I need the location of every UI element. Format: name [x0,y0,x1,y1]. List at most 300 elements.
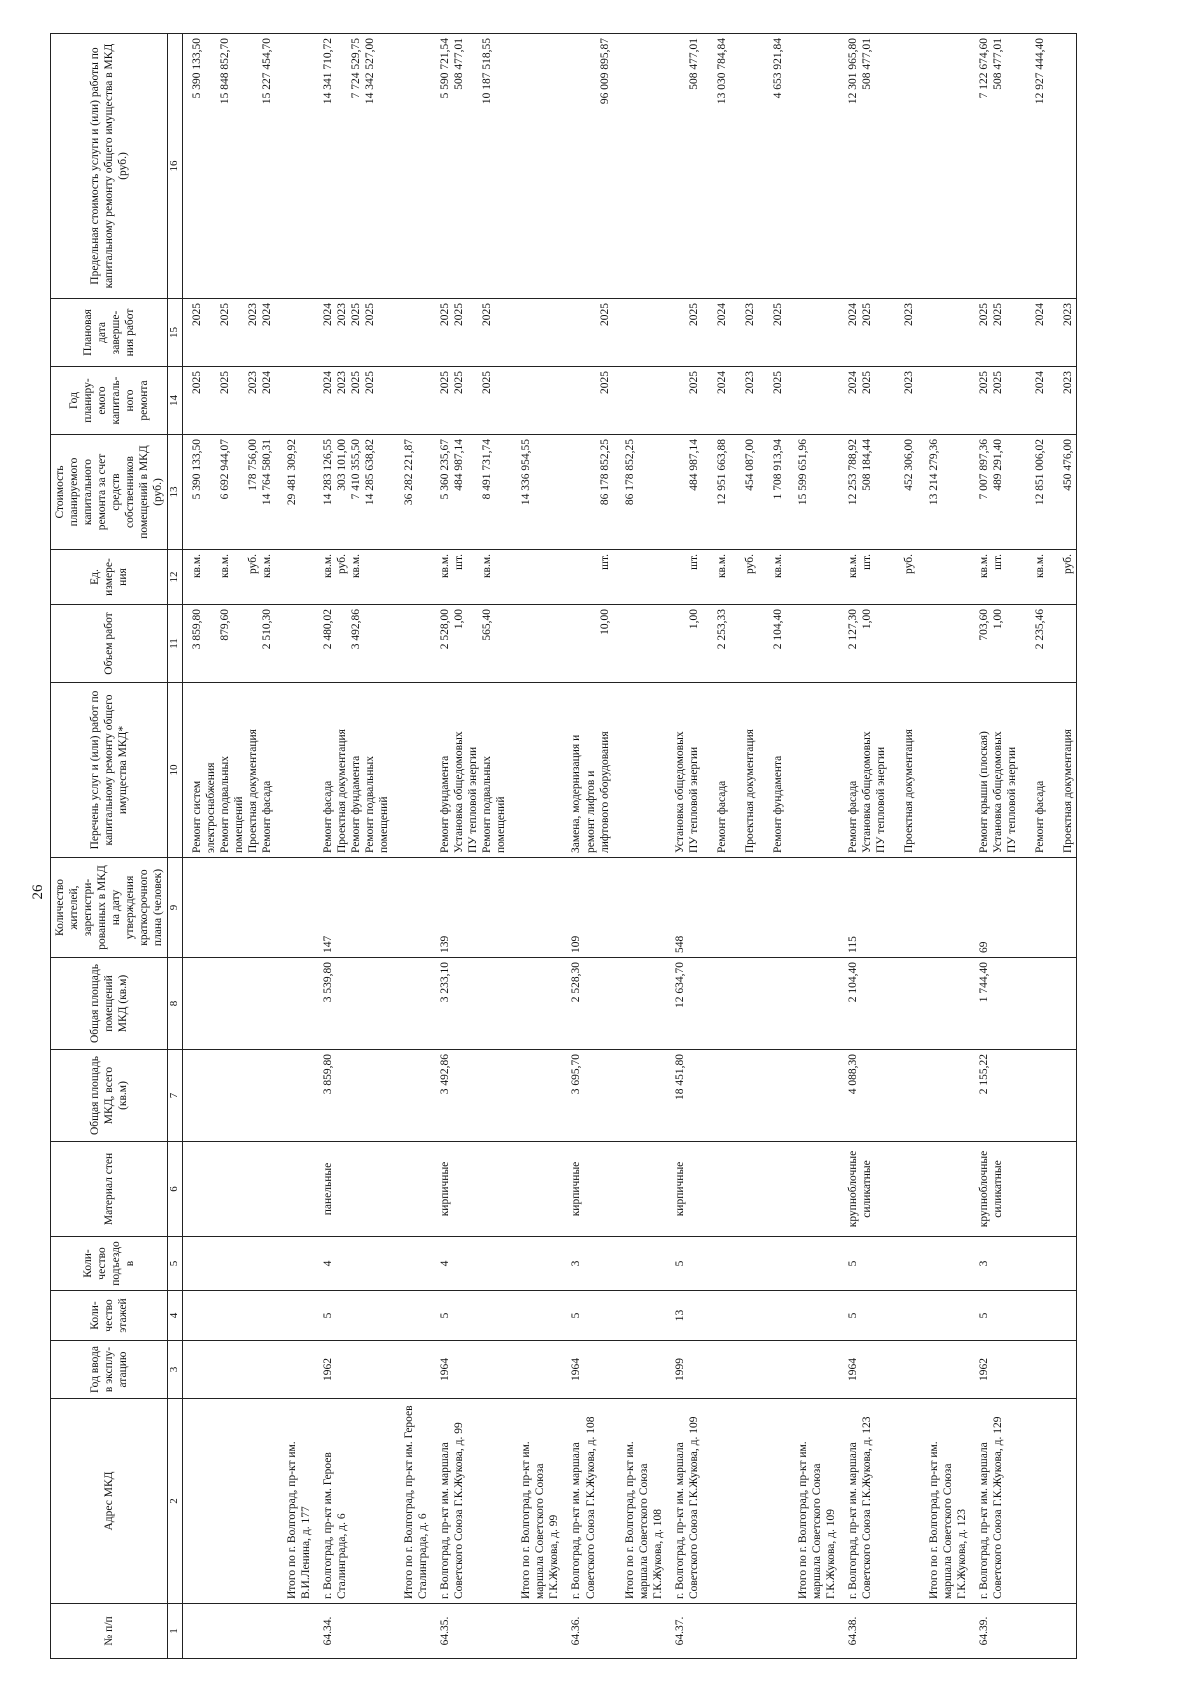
work-volume [701,609,715,678]
planned-year [1019,371,1033,430]
planned-year [673,371,687,430]
unit: кв.м. [191,554,204,579]
completion-year [569,303,583,362]
address-cell: Итого по г. Волгоград, пр-кт им. Героев Сталинграда, д. 6 [392,1399,431,1604]
limit-cost [335,38,349,294]
work-item: Проектная документация [336,729,349,853]
unit: кв.м. [322,554,335,579]
unit [874,554,888,600]
col-number: 12 [168,550,183,605]
work-volume [1061,609,1075,678]
col-number: 11 [168,605,183,683]
planned-year: 2024 [1033,371,1046,394]
unit [1019,554,1033,600]
work-item: ремонт лифтов и [584,770,597,853]
work-item: Проектная документация [1061,729,1074,853]
cost [757,439,771,545]
unit: кв.м. [350,554,363,579]
work-item [701,687,715,853]
table-row [839,34,917,1659]
cost-cell [970,435,1077,550]
completion-year: 2025 [453,303,466,326]
cost: 86 178 852,25 [598,439,611,506]
col-number: 9 [168,858,183,958]
col-header: Материал стен [51,1142,168,1237]
table-row [314,34,392,1659]
unit [584,554,598,600]
repair-plan-table [50,33,1077,1659]
work-item-cell [613,683,666,858]
planned-year: 2023 [902,371,915,394]
floors-cell: 5 [314,1291,392,1341]
planned-year: 2024 [715,371,728,394]
work-volume [729,609,743,678]
work-volume-cell [275,605,314,683]
unit-cell [392,550,431,605]
year-built-cell [392,1341,431,1399]
planned-year: 2023 [336,371,349,394]
work-item-cell [917,683,970,858]
work-volume [796,609,810,678]
total-row [275,34,314,1659]
limit-cost [701,38,715,294]
work-item-cell [970,683,1077,858]
residents-cell [183,858,276,958]
row-number-cell: 64.39. [970,1604,1077,1659]
completion-year-cell [509,299,562,367]
unit: шт. [860,554,873,570]
unit: кв.м. [481,554,494,579]
total-area-cell: 4 088,30 [839,1050,917,1142]
work-item: Ремонт фундамента [439,755,452,853]
planned-year: 2024 [261,371,274,394]
floors-cell: 5 [431,1291,509,1341]
completion-year: 2025 [439,303,452,326]
page-number: 26 [30,884,46,900]
planned-year [494,371,508,430]
row-number-cell [613,1604,666,1659]
wall-material-cell [917,1142,970,1237]
limit-cost: 4 653 921,84 [771,38,784,99]
address-cell: г. Волгоград, пр-кт им. маршала Советского Союза Г.К.Жукова, д. 109 [666,1399,786,1604]
work-volume [363,609,377,678]
limit-cost: 15 227 454,70 [261,38,274,105]
cost-cell [786,435,839,550]
work-item: ПУ тепловой энергии [467,746,480,853]
address-cell: Итого по г. Волгоград, пр-кт им. В.И.Ленина, д. 177 [275,1399,314,1604]
limit-cost: 14 341 710,72 [322,38,335,105]
unit: руб. [902,554,915,574]
work-volume [1005,609,1019,678]
year-built-cell: 1964 [562,1341,612,1399]
floors-cell: 13 [666,1291,786,1341]
completion-year: 2025 [771,303,784,326]
cost-cell [509,435,562,550]
column-number-row [168,34,183,1659]
completion-year [623,303,637,362]
unit-cell [431,550,509,605]
floors-cell: 5 [970,1291,1077,1341]
completion-year [673,303,687,362]
completion-year [285,303,299,362]
completion-year [874,303,888,362]
planned-year [402,371,416,430]
cost: 5 390 133,50 [191,439,204,500]
work-volume [335,609,349,678]
planned-year [204,371,218,430]
planned-year-cell [431,367,509,435]
cost: 454 087,00 [743,439,756,491]
cost-cell [275,435,314,550]
completion-year-cell [839,299,917,367]
work-volume-cell [431,605,509,683]
col-header: Ед. измере-ния [51,550,168,605]
limit-cost [232,38,246,294]
cost-cell [562,435,612,550]
limit-cost [888,38,902,294]
col-number: 10 [168,683,183,858]
col-number: 14 [168,367,183,435]
col-header: Коли-чество подъездо в [51,1237,168,1291]
col-number: 5 [168,1237,183,1291]
planned-year [1005,371,1019,430]
planned-year-cell [970,367,1077,435]
planned-year [584,371,598,430]
col-number: 8 [168,958,183,1050]
limit-cost: 508 477,01 [687,38,700,90]
limit-cost: 508 477,01 [860,38,873,90]
col-header: Общая площадь МКД, всего (кв.м) [51,1050,168,1142]
address-cell: г. Волгоград, пр-кт им. маршала Советского Союза Г.К.Жукова, д. 99 [431,1399,509,1604]
unit [927,554,941,600]
entrances-cell: 4 [314,1237,392,1291]
completion-year-cell [970,299,1077,367]
year-built-cell [917,1341,970,1399]
address-cell: г. Волгоград, пр-кт им. маршала Советского Союза Г.К.Жукова, д. 108 [562,1399,612,1604]
entrances-cell: 4 [431,1237,509,1291]
completion-year-cell [431,299,509,367]
limit-cost [729,38,743,294]
cost: 6 692 944,07 [219,439,232,500]
limit-cost [584,38,598,294]
completion-year [757,303,771,362]
work-item-cell [275,683,314,858]
address-cell: г. Волгоград, пр-кт им. маршала Советского Союза Г.К.Жукова, д. 129 [970,1399,1077,1604]
unit [494,554,508,600]
unit [623,554,637,600]
cost: 14 336 954,55 [520,439,533,506]
limit-cost [466,38,480,294]
work-volume-cell [392,605,431,683]
limit-cost: 5 390 133,50 [191,38,204,99]
work-volume: 10,00 [598,609,611,635]
limit-cost [569,38,583,294]
work-item: Ремонт фасада [322,780,335,853]
address-cell: Итого по г. Волгоград, пр-кт им. маршала Советского Союза Г.К.Жукова, д. 123 [917,1399,970,1604]
cost: 8 491 731,74 [481,439,494,500]
work-item: Ремонт фасада [846,780,859,853]
work-item: электроснабжения [205,762,218,853]
completion-year: 2023 [336,303,349,326]
work-item [285,687,299,853]
residents-cell: 69 [970,858,1077,958]
work-volume-cell [839,605,917,683]
col-number: 2 [168,1399,183,1604]
residents-cell [786,858,839,958]
work-item-cell [666,683,786,858]
limit-cost-cell [392,34,431,299]
premises-area-cell: 12 634,70 [666,958,786,1050]
year-built-cell: 1964 [839,1341,917,1399]
limit-cost-cell [613,34,666,299]
planned-year [927,371,941,430]
unit: шт. [991,554,1004,570]
planned-year-cell [275,367,314,435]
col-number: 7 [168,1050,183,1142]
cost: 13 214 279,36 [927,439,940,506]
col-number: 3 [168,1341,183,1399]
limit-cost-cell [917,34,970,299]
completion-year [377,303,391,362]
entrances-cell [275,1237,314,1291]
work-volume: 2 253,33 [715,609,728,650]
cost: 14 285 638,82 [364,439,377,506]
planned-year [701,371,715,430]
residents-cell [613,858,666,958]
col-header: Плановая дата заверше-ния работ [51,299,168,367]
work-volume [569,609,583,678]
unit-cell [839,550,917,605]
cost: 14 283 126,55 [322,439,335,506]
work-item: Ремонт фасада [715,780,728,853]
completion-year [927,303,941,362]
col-header: Год ввода в эксплу-атацию [51,1341,168,1399]
completion-year [1019,303,1033,362]
completion-year: 2025 [991,303,1004,326]
unit [701,554,715,600]
cost-cell [431,435,509,550]
wall-material-cell: кирпичные [562,1142,612,1237]
cost: 14 764 580,31 [261,439,274,506]
cost: 452 306,00 [902,439,915,491]
wall-material-cell [786,1142,839,1237]
year-built-cell [786,1341,839,1399]
year-built-cell: 1962 [314,1341,392,1399]
work-item [888,687,902,853]
completion-year-cell [666,299,786,367]
completion-year: 2024 [261,303,274,326]
entrances-cell [786,1237,839,1291]
completion-year [1047,303,1061,362]
col-header: Перечень услуг и (или) работ по капитальному ремонту общего имущества МКД* [51,683,168,858]
limit-cost: 12 301 965,80 [846,38,859,105]
completion-year: 2023 [1061,303,1074,326]
completion-year: 2025 [481,303,494,326]
wall-material-cell: крупноблочные силикатные [839,1142,917,1237]
unit-cell [666,550,786,605]
work-volume: 879,60 [219,609,232,641]
completion-year [232,303,246,362]
limit-cost [902,38,916,294]
work-volume [494,609,508,678]
work-volume [902,609,916,678]
work-volume-cell [970,605,1077,683]
planned-year: 2025 [191,371,204,394]
cost: 508 184,44 [860,439,873,491]
floors-cell: 5 [562,1291,612,1341]
completion-year: 2023 [743,303,756,326]
address-cell: Итого по г. Волгоград, пр-кт им. маршала Советского Союза Г.К.Жукова, д. 109 [786,1399,839,1604]
total-area-cell [786,1050,839,1142]
limit-cost-cell [275,34,314,299]
limit-cost-cell [431,34,509,299]
total-area-cell: 3 492,86 [431,1050,509,1142]
work-volume: 2 235,46 [1033,609,1046,650]
premises-area-cell [392,958,431,1050]
work-volume [673,609,687,678]
col-header: Коли-чество этажей [51,1291,168,1341]
year-built-cell [509,1341,562,1399]
work-item [927,687,941,853]
unit: кв.м. [1033,554,1046,579]
unit [377,554,391,600]
work-volume-cell [786,605,839,683]
col-header: Общая площадь помещений МКД (кв.м) [51,958,168,1050]
work-volume-cell [613,605,666,683]
unit: руб. [336,554,349,574]
planned-year-cell [786,367,839,435]
work-item: Установка общедомовых [673,731,686,853]
limit-cost: 508 477,01 [991,38,1004,90]
planned-year: 2025 [771,371,784,394]
work-volume-cell [509,605,562,683]
col-header: Адрес МКД [51,1399,168,1604]
wall-material-cell: кирпичные [666,1142,786,1237]
floors-cell [183,1291,276,1341]
completion-year: 2025 [687,303,700,326]
address-cell: г. Волгоград, пр-кт им. Героев Сталинграда, д. 6 [314,1399,392,1604]
total-row [917,34,970,1659]
work-volume-cell [917,605,970,683]
limit-cost-cell [970,34,1077,299]
unit-cell [970,550,1077,605]
floors-cell [509,1291,562,1341]
work-volume: 2 528,00 [439,609,452,650]
planned-year: 2025 [687,371,700,394]
cost: 15 599 651,96 [796,439,809,506]
planned-year [519,371,533,430]
cost: 12 951 663,88 [715,439,728,506]
work-volume [466,609,480,678]
unit [729,554,743,600]
work-item [729,687,743,853]
work-item: помещений [495,796,508,853]
total-area-cell [392,1050,431,1142]
completion-year [701,303,715,362]
completion-year [1005,303,1019,362]
unit-cell [917,550,970,605]
total-area-cell [183,1050,276,1142]
premises-area-cell: 3 233,10 [431,958,509,1050]
unit [673,554,687,600]
planned-year: 2025 [350,371,363,394]
work-item: Проектная документация [247,729,260,853]
planned-year [729,371,743,430]
work-item: помещений [378,796,391,853]
premises-area-cell: 1 744,40 [970,958,1077,1050]
planned-year-cell [839,367,917,435]
work-item [757,687,771,853]
cost: 36 282 221,87 [403,439,416,506]
unit: руб. [1061,554,1074,574]
cost-cell [314,435,392,550]
planned-year [888,371,902,430]
completion-year [519,303,533,362]
table-row [970,34,1077,1659]
completion-year: 2025 [350,303,363,326]
wall-material-cell [509,1142,562,1237]
work-item: Ремонт крыши (плоская) [977,731,990,853]
limit-cost-cell [666,34,786,299]
work-volume: 1,00 [453,609,466,630]
total-area-cell [509,1050,562,1142]
planned-year: 2023 [1061,371,1074,394]
planned-year: 2025 [219,371,232,394]
limit-cost-cell [839,34,917,299]
total-area-cell: 3 695,70 [562,1050,612,1142]
completion-year [729,303,743,362]
unit-cell [183,550,276,605]
completion-year [466,303,480,362]
limit-cost [494,38,508,294]
planned-year: 2025 [977,371,990,394]
limit-cost: 10 187 518,55 [481,38,494,105]
cost [888,439,902,545]
work-volume: 1,00 [687,609,700,630]
work-item: Проектная документация [743,729,756,853]
unit [204,554,218,600]
work-item: ПУ тепловой энергии [687,746,700,853]
work-item-cell [314,683,392,858]
total-area-cell: 3 859,80 [314,1050,392,1142]
address-cell: Итого по г. Волгоград, пр-кт им. маршала Советского Союза Г.К.Жукова, д. 108 [613,1399,666,1604]
completion-year [796,303,810,362]
limit-cost: 7 122 674,60 [977,38,990,99]
limit-cost [1047,38,1061,294]
cost [584,439,598,545]
cost: 484 987,14 [453,439,466,491]
total-row [613,34,666,1659]
unit-cell [509,550,562,605]
completion-year: 2025 [364,303,377,326]
unit [363,554,377,600]
work-item [796,687,810,853]
cost-cell [613,435,666,550]
planned-year-cell [392,367,431,435]
planned-year: 2025 [598,371,611,394]
wall-material-cell: крупноблочные силикатные [970,1142,1077,1237]
work-item: Ремонт подвальных [219,756,232,853]
cost: 303 101,00 [336,439,349,491]
limit-cost: 12 927 444,40 [1033,38,1046,105]
completion-year-cell [786,299,839,367]
cost: 7 007 897,36 [977,439,990,500]
address-cell [183,1399,276,1604]
residents-cell: 548 [666,858,786,958]
planned-year-cell [509,367,562,435]
limit-cost [927,38,941,294]
work-item: Ремонт подвальных [481,756,494,853]
